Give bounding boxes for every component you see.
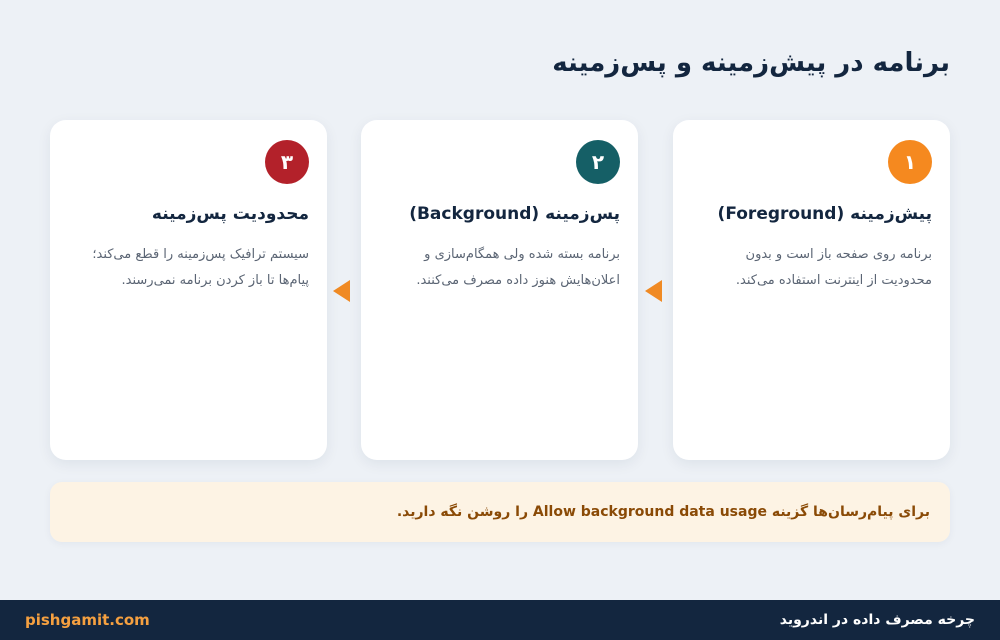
steps-container	[50, 120, 950, 460]
step-number-badge: ۲	[576, 140, 620, 184]
step-number-badge: ۳	[265, 140, 309, 184]
tip-note-text: برای پیام‌رسان‌ها گزینه Allow background data usage را روشن نگه دارید.	[396, 504, 930, 520]
footer-title: چرخه مصرف داده در اندروید	[779, 612, 975, 628]
step-description: برنامه بسته شده ولی همگام‌سازی و اعلان‌هایش هنوز داده مصرف می‌کنند.	[416, 247, 620, 288]
step-card-foreground	[673, 120, 950, 460]
step-description: برنامه روی صفحه باز است و بدون محدودیت از اینترنت استفاده می‌کند.	[735, 247, 932, 288]
step-card-background	[361, 120, 638, 460]
step-title: محدودیت پس‌زمینه	[151, 204, 309, 224]
tip-note	[50, 482, 950, 542]
footer	[0, 600, 1000, 640]
step-title: پس‌زمینه (Background)	[409, 204, 620, 224]
page-title: برنامه در پیش‌زمینه و پس‌زمینه	[552, 48, 950, 78]
footer-brand-link[interactable]: pishgamit.com	[25, 611, 150, 629]
step-card-restriction	[50, 120, 327, 460]
step-description: سیستم ترافیک پس‌زمینه را قطع می‌کند؛ پیام‌ها تا باز کردن برنامه نمی‌رسند.	[92, 247, 309, 288]
arrow-left-icon	[645, 280, 662, 302]
arrow-left-icon	[333, 280, 350, 302]
step-title: پیش‌زمینه (Foreground)	[717, 204, 932, 224]
step-number-badge: ۱	[888, 140, 932, 184]
